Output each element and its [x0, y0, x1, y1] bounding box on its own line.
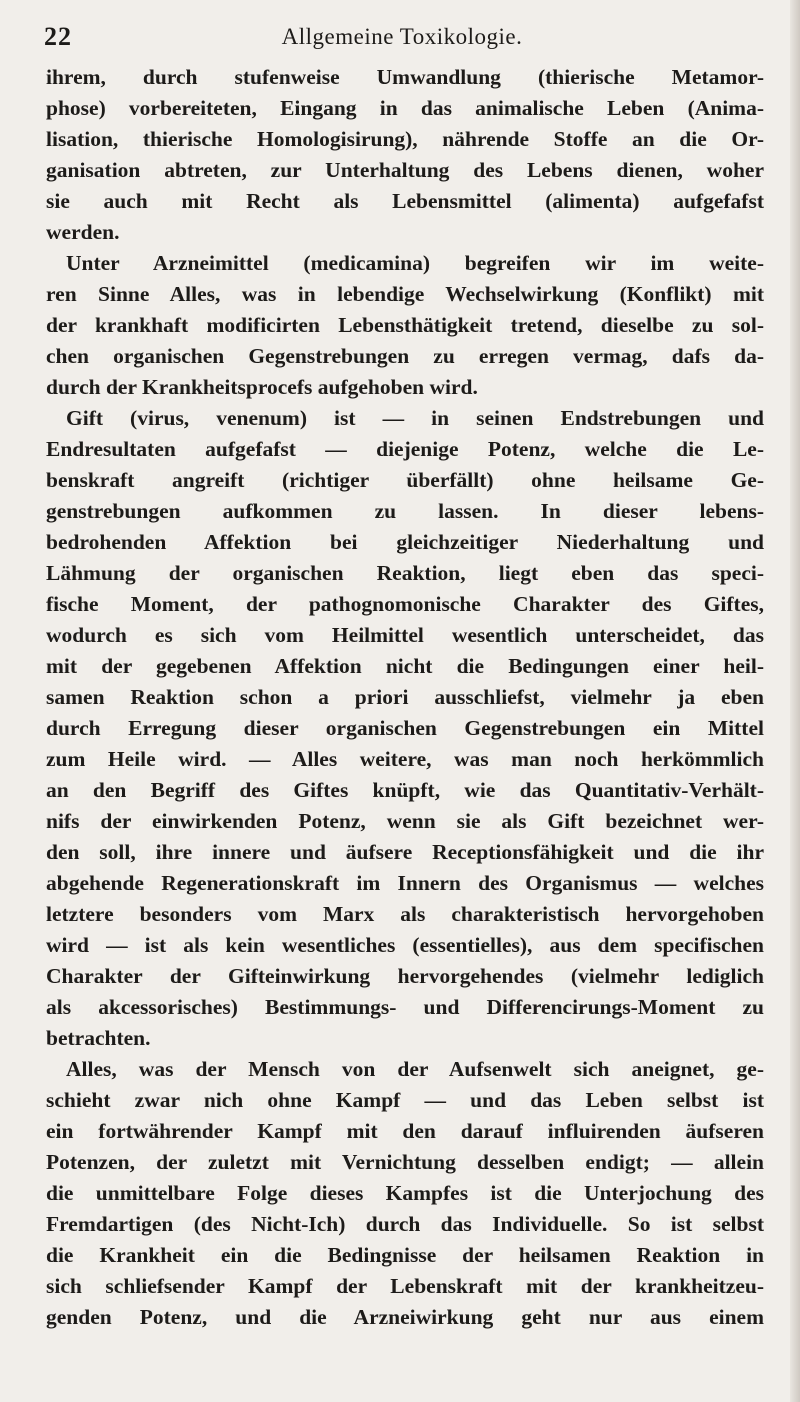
text-line: nifs der einwirkenden Potenz, wenn sie als Gift bezeichnet wer-	[46, 809, 764, 833]
paragraph-start-line: Alles, was der Mensch von der Aufsenwelt sich aneignet, ge-	[66, 1057, 764, 1081]
text-line: genden Potenz, und die Arzneiwirkung geht nur aus einem	[46, 1305, 764, 1329]
text-line: lisation, thierische Homologisirung), nährende Stoffe an die Or-	[46, 127, 764, 151]
text-line: zum Heile wird. — Alles weitere, was man noch herkömmlich	[46, 747, 764, 771]
text-line: die unmittelbare Folge dieses Kampfes ist die Unterjochung des	[46, 1181, 764, 1205]
text-line: sich schliefsender Kampf der Lebenskraft mit der krankheitzeu-	[46, 1274, 764, 1298]
text-line: an den Begriff des Giftes knüpft, wie das Quantitativ-Verhält-	[46, 778, 764, 802]
text-line: wird — ist als kein wesentliches (essentielles), aus dem specifischen	[46, 933, 764, 957]
text-line: die Krankheit ein die Bedingnisse der heilsamen Reaktion in	[46, 1243, 764, 1267]
text-line: der krankhaft modificirten Lebensthätigkeit tretend, dieselbe zu sol-	[46, 313, 764, 337]
text-line: ihrem, durch stufenweise Umwandlung (thierische Metamor-	[46, 65, 764, 89]
text-line: benskraft angreift (richtiger überfällt) ohne heilsame Ge-	[46, 468, 764, 492]
text-line: chen organischen Gegenstrebungen zu erregen vermag, dafs da-	[46, 344, 764, 368]
text-line: phose) vorbereiteten, Eingang in das animalische Leben (Anima-	[46, 96, 764, 120]
page-header	[44, 22, 760, 52]
text-line: den soll, ihre innere und äufsere Receptionsfähigkeit und die ihr	[46, 840, 764, 864]
text-line: bedrohenden Affektion bei gleichzeitiger Niederhaltung und	[46, 530, 764, 554]
text-line: als akcessorisches) Bestimmungs- und Differencirungs-Moment zu	[46, 995, 764, 1019]
text-line: ein fortwährender Kampf mit den darauf influirenden äufseren	[46, 1119, 764, 1143]
text-line: Endresultaten aufgefafst — diejenige Potenz, welche die Le-	[46, 437, 764, 461]
text-line: Lähmung der organischen Reaktion, liegt eben das speci-	[46, 561, 764, 585]
text-line: genstrebungen aufkommen zu lassen. In dieser lebens-	[46, 499, 764, 523]
text-line: durch Erregung dieser organischen Gegenstrebungen ein Mittel	[46, 716, 764, 740]
text-line: Fremdartigen (des Nicht-Ich) durch das Individuelle. So ist selbst	[46, 1212, 764, 1236]
paragraph-start-line: Gift (virus, venenum) ist — in seinen Endstrebungen und	[66, 406, 764, 430]
text-line: durch der Krankheitsprocefs aufgehoben wird.	[46, 375, 478, 399]
text-line: betrachten.	[46, 1026, 151, 1050]
page-edge	[790, 0, 800, 1402]
running-head: Allgemeine Toxikologie.	[281, 24, 523, 49]
text-line: werden.	[46, 220, 120, 244]
text-line: schieht zwar nich ohne Kampf — und das Leben selbst ist	[46, 1088, 764, 1112]
text-line: samen Reaktion schon a priori ausschliefst, vielmehr ja eben	[46, 685, 764, 709]
text-line: Charakter der Gifteinwirkung hervorgehendes (vielmehr lediglich	[46, 964, 764, 988]
page-number: 22	[44, 22, 72, 51]
paragraph-start-line: Unter Arzneimittel (medicamina) begreifen wir im weite-	[66, 251, 764, 275]
text-line: Potenzen, der zuletzt mit Vernichtung desselben endigt; — allein	[46, 1150, 764, 1174]
text-line: wodurch es sich vom Heilmittel wesentlich unterscheidet, das	[46, 623, 764, 647]
body-text	[46, 62, 764, 1333]
text-line: sie auch mit Recht als Lebensmittel (alimenta) aufgefafst	[46, 189, 764, 213]
text-line: ren Sinne Alles, was in lebendige Wechselwirkung (Konflikt) mit	[46, 282, 764, 306]
text-line: mit der gegebenen Affektion nicht die Bedingungen einer heil-	[46, 654, 764, 678]
text-line: fische Moment, der pathognomonische Charakter des Giftes,	[46, 592, 764, 616]
text-line: letztere besonders vom Marx als charakteristisch hervorgehoben	[46, 902, 764, 926]
text-line: ganisation abtreten, zur Unterhaltung des Lebens dienen, woher	[46, 158, 764, 182]
text-line: abgehende Regenerationskraft im Innern des Organismus — welches	[46, 871, 764, 895]
